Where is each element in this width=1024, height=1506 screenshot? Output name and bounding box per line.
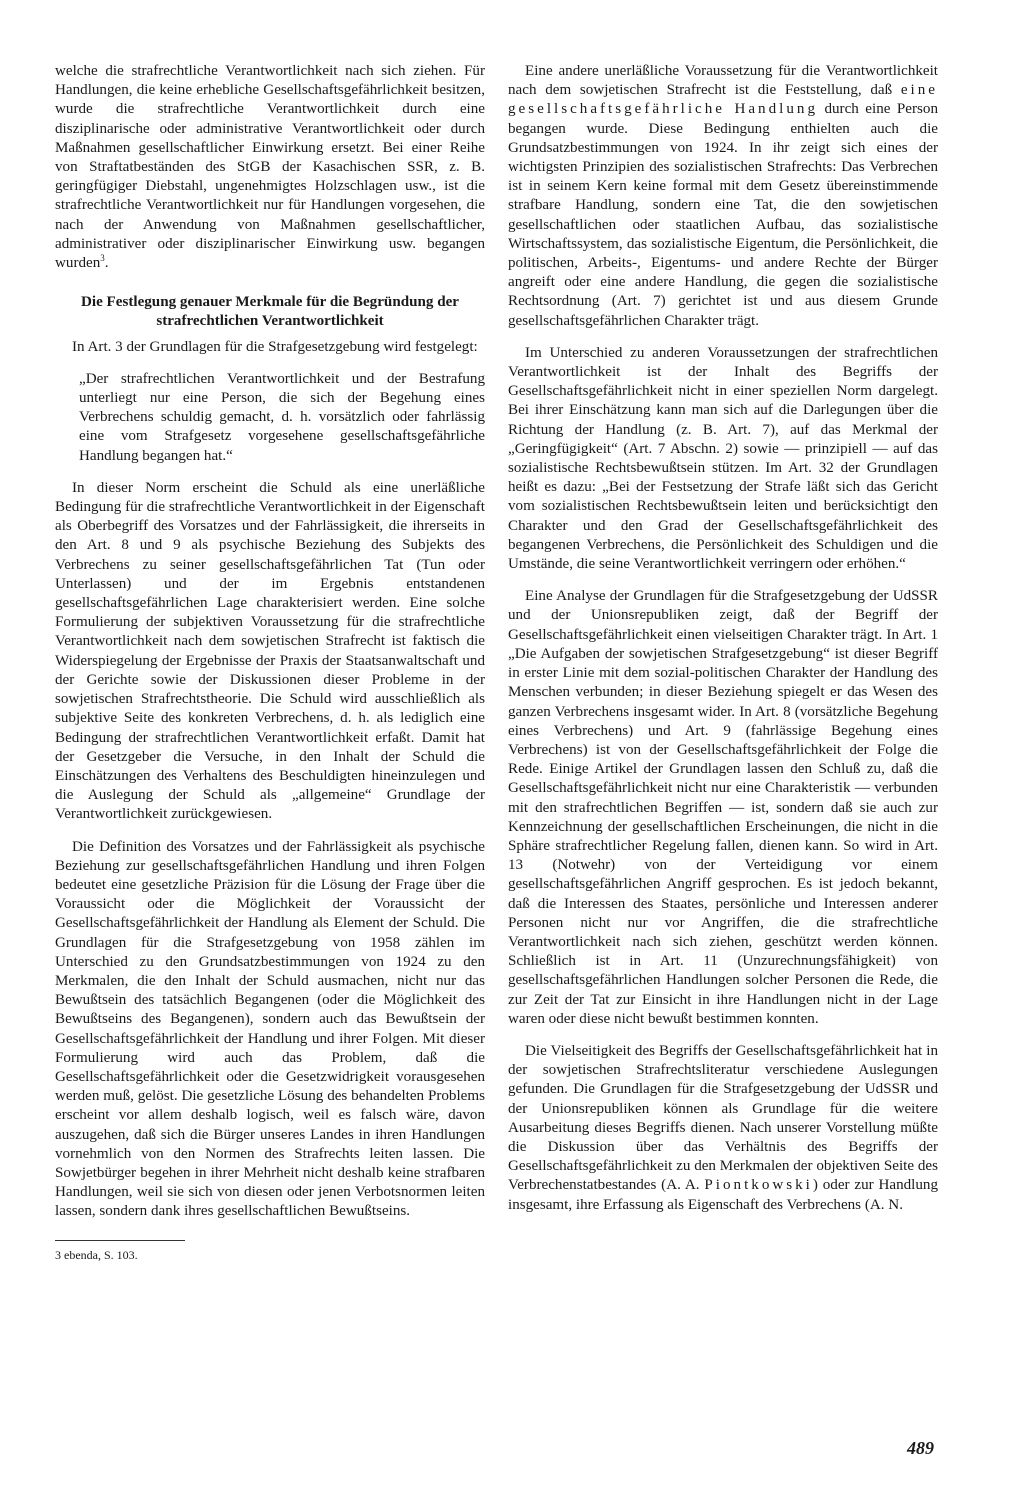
page-number: 489 <box>907 1438 934 1458</box>
author-name: Piontkowski <box>704 1177 813 1194</box>
block-quote: „Der strafrechtlichen Verantwortlichkeit und der Bestrafung unterliegt nur eine Person, die sich der Begehung eines Verbrechens schuldig gemacht, d. h. vorsätzlich oder fahrlässig eine vom Strafgesetz vorgesehene gesellschaftsgefährliche Handlung begangen hat.“ <box>79 370 485 464</box>
paragraph: welche die strafrechtliche Verantwortlichkeit nach sich ziehen. Für Handlungen, die keine erhebliche Gesellschaftsgefährlichkeit besitzen, wurde die strafrechtliche Verantwortlichkeit durch eine disziplinarische oder administrative Verantwortlichkeit oder durch Maßnahmen gesellschaftlicher Einwirkung ersetzt. Bei einer Reihe von Straftatbeständen des StGB der Kasachischen SSR, z. B. geringfügiger Diebstahl, ungenehmigtes Holzschlagen usw., ist die strafrechtliche Verantwortlichkeit nur für Handlungen vorgesehen, die nach der Anwendung von Maßnahmen gesellschaftlicher, administrativer oder disziplinarischer Einwirkung usw. begangen wurden$^3$. <box>55 63 485 272</box>
footnote-divider <box>55 1240 185 1241</box>
paragraph: Die Vielseitigkeit des Begriffs der Gesellschaftsgefährlichkeit hat in der sowjetischen Strafrechtsliteratur verschiedene Auslegungen gefunden. Die Grundlagen für die Strafgesetzgebung der UdSSR und der Unionsrepubliken können als Grundlage für die weitere Ausarbeitung dieses Begriffs dienen. Nach unserer Vorstellung müßte die Diskussion über das Verhältnis des Begriffs der Gesellschaftsgefährlichkeit zu den Merkmalen der objektiven Seite des Verbrechenstatbestandes (A. A. Piontkowski) oder zur Handlung insgesamt, ihre Erfassung als Eigenschaft des Verbrechens (A. N. <box>508 1042 939 1213</box>
paragraph: Die Definition des Vorsatzes und der Fahrlässigkeit als psychische Beziehung zur gesellschaftsgefährlichen Handlung und ihren Folgen bedeutet eine gesetzliche Präzision für die Lösung der Frage über die Voraussicht oder die Möglichkeit der Voraussicht der Gesellschaftsgefährlichkeit der Handlung als Element der Schuld. Die Grundlagen für die Strafgesetzgebung von 1958 zählen im Unterschied zu den Grundsatzbestimmungen von 1924 zu den Merkmalen, die den Inhalt der Schuld ausmachen, nicht nur das Bewußtsein des tatsächlich Begangenen (oder die Möglichkeit des Bewußtseins des Begangenen), sondern auch das Bewußtsein der Gesellschaftsgefährlichkeit der Handlung und ihrer Folgen. Mit dieser Formulierung wird auch das Problem, daß die Gesellschaftsgefährlichkeit oder die Gesetzwidrigkeit vorausgesehen werden muß, gelöst. Die gesetzliche Lösung des behandelten Problems erscheint vor allem deshalb logisch, weil es falsch wäre, davon auszugehen, daß sich die Bürger unseres Landes in ihren Handlungen vornehmlich von den Normen des Strafrechts leiten lassen. Die Sowjetbürger begehen in ihrer Mehrheit nicht deshalb keine strafbaren Handlungen, weil sie sich von diesen oder jenen Verbotsnormen leiten lassen, sondern dank ihres gesellschaftlichen Bewußtseins. <box>55 838 485 1220</box>
paragraph: Im Unterschied zu anderen Voraussetzungen der strafrechtlichen Verantwortlichkeit ist der Inhalt des Begriffs der Gesellschaftsgefährlichkeit nicht in einer speziellen Norm dargelegt. Bei ihrer Einschätzung kann man sich auf die Darlegungen über die Richtung der Handlung (z. B. Art. 7), auf das Merkmal der „Geringfügigkeit“ (Art. 7 Abschn. 2) sowie — prinzipiell — auf das sozialistische Rechtsbewußtsein stützen. Im Art. 32 der Grundlagen heißt es dazu: „Bei der Festsetzung der Strafe läßt sich das Gericht vom sozialistischen Rechtsbewußtsein leiten und berücksichtigt den Charakter und den Grad der Gesellschaftsgefährlichkeit des begangenen Verbrechens, die Persönlichkeit des Schuldigen und die Umstände, die seine Verantwortlichkeit verringern oder erhöhen.“ <box>508 344 938 573</box>
section-heading: Die Festlegung genauer Merkmale für die Begründung der strafrechtlichen Verantwortlichkeit <box>80 294 460 330</box>
left-column <box>55 62 485 1263</box>
footnote-ref: 3 <box>100 253 105 263</box>
spaced-emphasis: eine gesellschaftsgefährliche Handlung <box>508 82 938 118</box>
paragraph: In dieser Norm erscheint die Schuld als eine unerläßliche Bedingung für die strafrechtliche Verantwortlichkeit in der Eigenschaft als Oberbegriff des Vorsatzes und der Fahrlässigkeit, die ihrerseits in den Art. 8 und 9 als psychische Beziehung des Subjekts des Verbrechens zu seiner gesellschaftsgefährlichen Tat (Tun oder Unterlassen) und der im Ergebnis entstandenen gesellschaftsgefährlichen Lage charakterisiert werden. Eine solche Formulierung der subjektiven Voraussetzung für die strafrechtliche Verantwortlichkeit nach dem sowjetischen Strafrecht ist faktisch die Widerspiegelung der Ergebnisse der Praxis der Staatsanwaltschaft und der Gerichte sowie der Diskussionen dieser Probleme in der sowjetischen Strafrechtstheorie. Die Schuld wird ausschließlich als subjektive Seite des konkreten Verbrechens, d. h. als lediglich eine Bedingung der strafrechtlichen Verantwortlichkeit erfaßt. Damit hat der Gesetzgeber die Versuche, in den Inhalt der Schuld die Einschätzungen des Verhaltens des Beschuldigten hineinzulegen und die Auslegung der Schuld als „allgemeine“ Grundlage der Verantwortlichkeit zurückgewiesen. <box>55 479 485 823</box>
footnote: 3 ebenda, S. 103. <box>55 1247 138 1262</box>
paragraph: In Art. 3 der Grundlagen für die Strafgesetzgebung wird festgelegt: <box>72 338 478 355</box>
paragraph: Eine Analyse der Grundlagen für die Strafgesetzgebung der UdSSR und der Unionsrepubliken zeigt, daß der Begriff der Gesellschaftsgefährlichkeit einen vielseitigen Charakter trägt. In Art. 1 „Die Aufgaben der sowjetischen Strafgesetzgebung“ ist dieser Begriff in erster Linie mit dem sozial-politischen Charakter der Handlung des Menschen verbunden; in dieser Beziehung spiegelt er das Wesen des ganzen Verbrechens insgesamt wider. In Art. 8 (vorsätzliche Begehung eines Verbrechens) und Art. 9 (fahrlässige Begehung eines Verbrechens) ist von der Gesellschaftsgefährlichkeit der Folge die Rede. Einige Artikel der Grundlagen lassen den Schluß zu, daß die Gesellschaftsgefährlichkeit nicht nur eine Charakteristik — verbunden mit den strafrechtlichen Begriffen — ist, sondern daß sie auch zur Kennzeichnung der gesellschaftlichen Erscheinungen, die nicht in die Sphäre strafrechtlicher Regelung fallen, dienen kann. So wird in Art. 13 (Notwehr) von der Verteidigung vor einem gesellschaftsgefährlichen Angriff gesprochen. Es ist jedoch bekannt, daß die Interessen des Staates, persönliche und Interessen anderer Personen nicht nur vor Angriffen, die die strafrechtliche Verantwortlichkeit nach sich ziehen, geschützt werden können. Schließlich ist in Art. 11 (Unzurechnungsfähigkeit) von gesellschaftsgefährlichen Handlungen solcher Personen die Rede, die zur Zeit der Tat zur Einsicht in ihre Handlungen nicht in der Lage waren oder diese nicht bewußt bestimmen konnten. <box>508 588 938 1027</box>
right-column <box>508 62 938 1228</box>
paragraph: Eine andere unerläßliche Voraussetzung für die Verantwortlichkeit nach dem sowjetischen Strafrecht ist die Feststellung, daß eine gesellschaftsgefährliche Handlung durch eine Person begangen wurde. Diese Bedingung enthielten auch die Grundsatzbestimmungen von 1924. In ihr zeigt sich eines der wichtigsten Prinzipien des sozialistischen Strafrechts: Das Verbrechen ist in seinem Kern keine formal mit dem Gesetz übereinstimmende strafbare Handlung, sondern eine Tat, die den sowjetischen gesellschaftlichen oder staatlichen Aufbau, das sozialistische Wirtschaftssystem, das sozialistische Eigentum, die Persönlichkeit, die politischen, Arbeits-, Eigentums- und andere Rechte der Bürger angreift oder eine andere Handlung, die gegen die sozialistische Rechtsordnung (Art. 7) gerichtet ist und aus diesem Grunde gesellschaftsgefährlichen Charakter trägt. <box>508 63 938 329</box>
